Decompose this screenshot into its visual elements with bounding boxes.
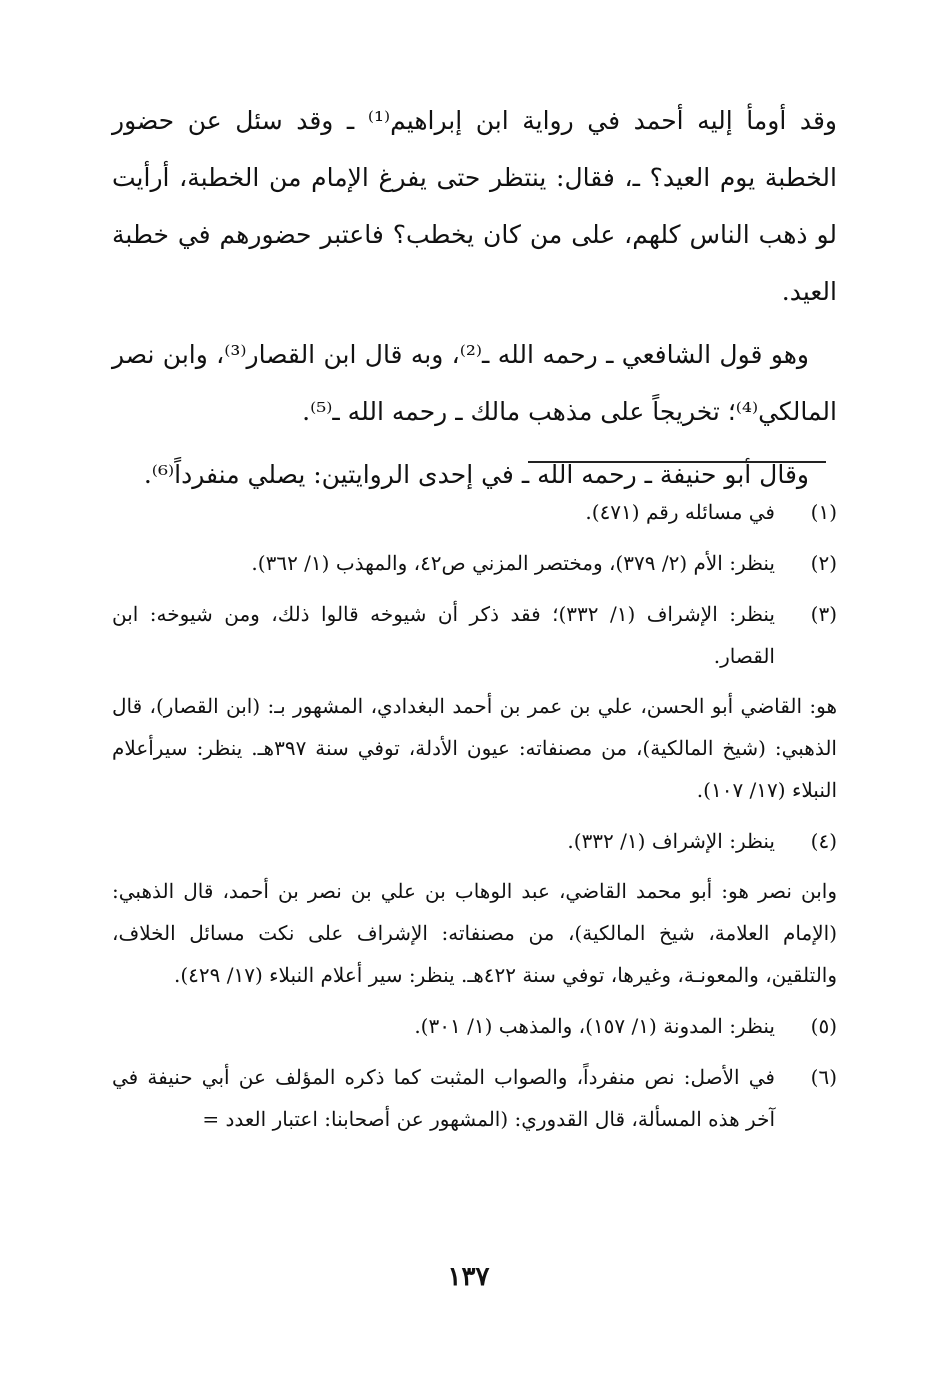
footnote-number: (٢) bbox=[810, 551, 837, 575]
footnote-number: (٣) bbox=[810, 602, 837, 626]
footnotes bbox=[112, 482, 837, 1140]
footnote-6 bbox=[112, 1056, 837, 1140]
footnote-text: في مسائله رقم (٤٧١). bbox=[585, 500, 775, 524]
footnote-separator bbox=[528, 461, 826, 463]
page-number: ١٣٧ bbox=[447, 1262, 490, 1292]
main-paragraph-1: وقد أومأ إليه أحمد في رواية ابن إبراهيم⁽¹⁾ ـ وقد سئل عن حضور الخطبة يوم العيد؟ ـ، فقال: ينتظر حتى يفرغ الإمام من الخطبة، أرأيت لو ذهب الناس كلهم، على من كان يخطب؟ فاعتبر حضورهم في خطبة العيد. bbox=[112, 106, 837, 306]
footnote-text: ينظر: المدونة (١/ ١٥٧)، والمذهب (١/ ٣٠١). bbox=[414, 1014, 775, 1038]
footnote-number: (٥) bbox=[810, 1014, 837, 1038]
footnote-number: (٤) bbox=[810, 829, 837, 853]
footnote-text: ينظر: الإشراف (١/ ٣٣٢). bbox=[567, 829, 775, 853]
footnote-number: (١) bbox=[810, 500, 837, 524]
footnote-text: ينظر: الإشراف (١/ ٣٣٢)؛ فقد ذكر أن شيوخه قالوا ذلك، ومن شيوخه: ابن القصار. bbox=[112, 602, 775, 668]
footnote-1 bbox=[112, 491, 837, 533]
footnote-4 bbox=[112, 820, 837, 862]
main-paragraph-3: وقال أبو حنيفة ـ رحمه الله ـ في إحدى الروايتين: يصلي منفرداً⁽⁶⁾. bbox=[143, 460, 809, 489]
footnote-2 bbox=[112, 542, 837, 584]
main-text bbox=[112, 92, 837, 503]
footnote-3-continuation: هو: القاضي أبو الحسن، علي بن عمر بن أحمد البغدادي، المشهور بـ: (ابن القصار)، قال الذهبي: (شيخ المالكية)، من مصنفاته: عيون الأدلة، توفي سنة ٣٩٧هـ. ينظر: سيرأعلام النبلاء (١٧/ ١٠٧). bbox=[112, 694, 837, 802]
footnote-4-continuation: وابن نصر هو: أبو محمد القاضي، عبد الوهاب بن علي بن نصر بن أحمد، قال الذهبي: (الإمام العلامة، شيخ المالكية)، من مصنفاته: الإشراف على نكت مسائل الخلاف، والتلقين، والمعونـة، وغيرها، توفي سنة ٤٢٢هـ. ينظر: سير أعلام النبلاء (١٧/ ٤٢٩). bbox=[112, 879, 837, 987]
footnote-text: ينظر: الأم (٢/ ٣٧٩)، ومختصر المزني ص٤٢، والمهذب (١/ ٣٦٢). bbox=[251, 551, 775, 575]
footnote-text: في الأصل: نص منفرداً، والصواب المثبت كما ذكره المؤلف عن أبي حنيفة في آخر هذه المسألة، قال القدوري: (المشهور عن أصحابنا: اعتبار العدد = bbox=[112, 1065, 775, 1131]
footnote-3 bbox=[112, 593, 837, 677]
footnote-5 bbox=[112, 1005, 837, 1047]
footnote-number: (٦) bbox=[810, 1065, 837, 1089]
main-paragraph-2: وهو قول الشافعي ـ رحمه الله ـ⁽²⁾، وبه قال ابن القصار⁽³⁾، وابن نصر المالكي⁽⁴⁾؛ تخريجاً على مذهب مالك ـ رحمه الله ـ⁽⁵⁾. bbox=[112, 340, 837, 426]
